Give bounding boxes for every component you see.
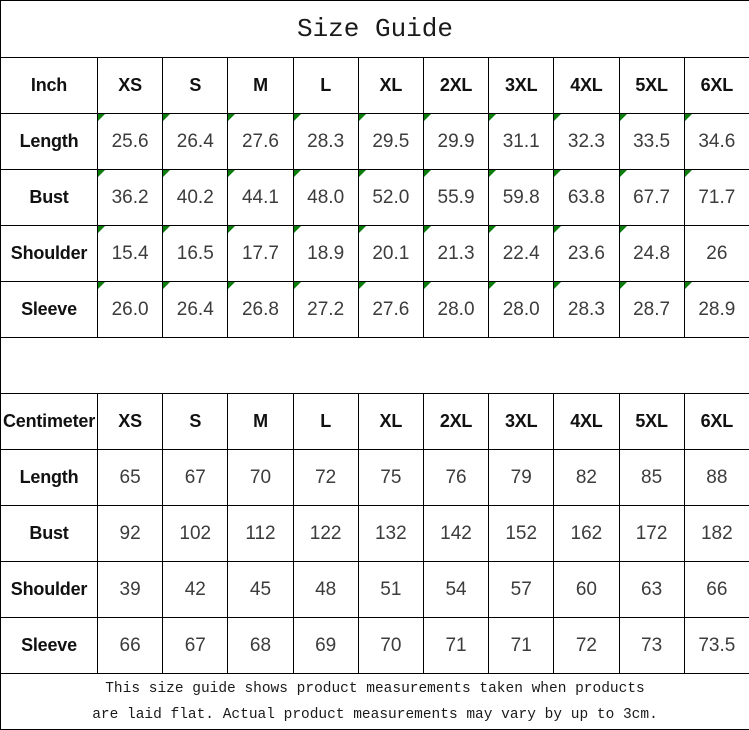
measurement-note-line1: This size guide shows product measurements taken when products	[105, 680, 645, 697]
inch-shoulder-value: 15.4	[98, 226, 163, 282]
cm-size-header-m: M	[228, 394, 293, 450]
green-triangle-icon	[359, 114, 366, 121]
green-triangle-icon	[98, 170, 105, 177]
cm-bust-label: Bust	[1, 506, 98, 562]
green-triangle-icon	[554, 282, 561, 289]
cm-unit-header: Centimeter	[1, 394, 98, 450]
green-triangle-icon	[163, 170, 170, 177]
cm-shoulder-value: 54	[423, 562, 488, 618]
cm-size-header-xl: XL	[358, 394, 423, 450]
cm-bust-value: 92	[98, 506, 163, 562]
green-triangle-icon	[620, 226, 627, 233]
inch-length-label: Length	[1, 114, 98, 170]
cm-bust-value: 112	[228, 506, 293, 562]
green-triangle-icon	[489, 170, 496, 177]
green-triangle-icon	[620, 114, 627, 121]
green-triangle-icon	[489, 282, 496, 289]
green-triangle-icon	[685, 170, 692, 177]
spacer-cell	[1, 338, 749, 394]
cm-length-value: 88	[684, 450, 749, 506]
cm-length-value: 85	[619, 450, 684, 506]
cm-header-row	[1, 394, 749, 450]
inch-length-value: 29.9	[423, 114, 488, 170]
cm-shoulder-row	[1, 562, 749, 618]
measurement-note	[1, 674, 749, 730]
inch-sleeve-value: 26.0	[98, 282, 163, 338]
green-triangle-icon	[98, 226, 105, 233]
cm-bust-value: 132	[358, 506, 423, 562]
inch-shoulder-row	[1, 226, 749, 282]
inch-length-row	[1, 114, 749, 170]
green-triangle-icon	[424, 226, 431, 233]
inch-header-row	[1, 58, 749, 114]
inch-length-value: 31.1	[489, 114, 554, 170]
inch-sleeve-value: 28.7	[619, 282, 684, 338]
cm-size-header-4xl: 4XL	[554, 394, 619, 450]
cm-bust-value: 142	[423, 506, 488, 562]
green-triangle-icon	[294, 282, 301, 289]
green-triangle-icon	[228, 282, 235, 289]
cm-sleeve-value: 72	[554, 618, 619, 674]
green-triangle-icon	[294, 226, 301, 233]
inch-shoulder-value: 20.1	[358, 226, 423, 282]
cm-bust-value: 182	[684, 506, 749, 562]
cm-length-value: 75	[358, 450, 423, 506]
inch-shoulder-label: Shoulder	[1, 226, 98, 282]
green-triangle-icon	[489, 114, 496, 121]
green-triangle-icon	[489, 226, 496, 233]
green-triangle-icon	[359, 170, 366, 177]
green-triangle-icon	[359, 226, 366, 233]
inch-shoulder-value: 17.7	[228, 226, 293, 282]
cm-sleeve-value: 67	[163, 618, 228, 674]
green-triangle-icon	[554, 114, 561, 121]
cm-length-value: 72	[293, 450, 358, 506]
inch-length-value: 34.6	[684, 114, 749, 170]
green-triangle-icon	[620, 282, 627, 289]
cm-bust-value: 122	[293, 506, 358, 562]
size-header-m: M	[228, 58, 293, 114]
inch-sleeve-value: 27.6	[358, 282, 423, 338]
cm-length-row	[1, 450, 749, 506]
cm-length-value: 67	[163, 450, 228, 506]
cm-length-value: 79	[489, 450, 554, 506]
cm-sleeve-value: 73	[619, 618, 684, 674]
cm-size-header-xs: XS	[98, 394, 163, 450]
green-triangle-icon	[98, 114, 105, 121]
inch-bust-label: Bust	[1, 170, 98, 226]
cm-shoulder-value: 63	[619, 562, 684, 618]
green-triangle-icon	[685, 114, 692, 121]
cm-size-header-5xl: 5XL	[619, 394, 684, 450]
green-triangle-icon	[163, 282, 170, 289]
cm-sleeve-value: 66	[98, 618, 163, 674]
cm-sleeve-value: 70	[358, 618, 423, 674]
size-header-xl: XL	[358, 58, 423, 114]
green-triangle-icon	[685, 282, 692, 289]
cm-length-value: 65	[98, 450, 163, 506]
cm-shoulder-value: 66	[684, 562, 749, 618]
cm-bust-value: 102	[163, 506, 228, 562]
green-triangle-icon	[554, 170, 561, 177]
green-triangle-icon	[98, 282, 105, 289]
cm-bust-value: 152	[489, 506, 554, 562]
inch-bust-value: 52.0	[358, 170, 423, 226]
inch-sleeve-value: 28.3	[554, 282, 619, 338]
inch-bust-value: 59.8	[489, 170, 554, 226]
inch-shoulder-value: 21.3	[423, 226, 488, 282]
spacer-row	[1, 338, 749, 394]
green-triangle-icon	[424, 114, 431, 121]
cm-shoulder-value: 42	[163, 562, 228, 618]
cm-length-value: 82	[554, 450, 619, 506]
cm-length-value: 76	[423, 450, 488, 506]
cm-sleeve-value: 69	[293, 618, 358, 674]
inch-bust-value: 40.2	[163, 170, 228, 226]
inch-bust-value: 36.2	[98, 170, 163, 226]
inch-sleeve-value: 27.2	[293, 282, 358, 338]
cm-bust-row	[1, 506, 749, 562]
inch-bust-value: 44.1	[228, 170, 293, 226]
footer-row	[1, 674, 749, 730]
cm-shoulder-value: 57	[489, 562, 554, 618]
green-triangle-icon	[228, 226, 235, 233]
cm-shoulder-value: 48	[293, 562, 358, 618]
green-triangle-icon	[294, 114, 301, 121]
inch-length-value: 26.4	[163, 114, 228, 170]
size-header-2xl: 2XL	[423, 58, 488, 114]
cm-sleeve-value: 71	[489, 618, 554, 674]
cm-sleeve-value: 68	[228, 618, 293, 674]
inch-bust-value: 67.7	[619, 170, 684, 226]
green-triangle-icon	[554, 226, 561, 233]
cm-bust-value: 162	[554, 506, 619, 562]
inch-sleeve-value: 28.0	[423, 282, 488, 338]
green-triangle-icon	[424, 170, 431, 177]
cm-shoulder-label: Shoulder	[1, 562, 98, 618]
inch-length-value: 32.3	[554, 114, 619, 170]
green-triangle-icon	[620, 170, 627, 177]
green-triangle-icon	[163, 226, 170, 233]
green-triangle-icon	[424, 282, 431, 289]
inch-shoulder-value: 26	[684, 226, 749, 282]
size-header-3xl: 3XL	[489, 58, 554, 114]
cm-sleeve-value: 73.5	[684, 618, 749, 674]
size-header-xs: XS	[98, 58, 163, 114]
title-row	[1, 1, 749, 58]
inch-sleeve-value: 28.9	[684, 282, 749, 338]
inch-sleeve-value: 26.4	[163, 282, 228, 338]
cm-sleeve-label: Sleeve	[1, 618, 98, 674]
green-triangle-icon	[228, 114, 235, 121]
green-triangle-icon	[163, 114, 170, 121]
cm-shoulder-value: 45	[228, 562, 293, 618]
green-triangle-icon	[228, 170, 235, 177]
inch-bust-value: 48.0	[293, 170, 358, 226]
inch-length-value: 33.5	[619, 114, 684, 170]
green-triangle-icon	[294, 170, 301, 177]
inch-shoulder-value: 16.5	[163, 226, 228, 282]
cm-sleeve-row	[1, 618, 749, 674]
inch-shoulder-value: 23.6	[554, 226, 619, 282]
inch-sleeve-row	[1, 282, 749, 338]
inch-sleeve-label: Sleeve	[1, 282, 98, 338]
inch-shoulder-value: 24.8	[619, 226, 684, 282]
cm-size-header-2xl: 2XL	[423, 394, 488, 450]
inch-bust-value: 71.7	[684, 170, 749, 226]
inch-length-value: 25.6	[98, 114, 163, 170]
inch-bust-value: 63.8	[554, 170, 619, 226]
inch-sleeve-value: 28.0	[489, 282, 554, 338]
page-title: Size Guide	[1, 1, 749, 58]
measurement-note-line2: are laid flat. Actual product measurements may vary by up to 3cm.	[92, 706, 658, 723]
cm-length-label: Length	[1, 450, 98, 506]
inch-bust-row	[1, 170, 749, 226]
green-triangle-icon	[359, 282, 366, 289]
cm-length-value: 70	[228, 450, 293, 506]
size-header-s: S	[163, 58, 228, 114]
inch-sleeve-value: 26.8	[228, 282, 293, 338]
size-header-5xl: 5XL	[619, 58, 684, 114]
size-header-6xl: 6XL	[684, 58, 749, 114]
inch-length-value: 27.6	[228, 114, 293, 170]
cm-size-header-3xl: 3XL	[489, 394, 554, 450]
cm-size-header-6xl: 6XL	[684, 394, 749, 450]
inch-length-value: 28.3	[293, 114, 358, 170]
inch-unit-header: Inch	[1, 58, 98, 114]
inch-shoulder-value: 22.4	[489, 226, 554, 282]
inch-length-value: 29.5	[358, 114, 423, 170]
cm-sleeve-value: 71	[423, 618, 488, 674]
size-header-4xl: 4XL	[554, 58, 619, 114]
cm-size-header-l: L	[293, 394, 358, 450]
size-header-l: L	[293, 58, 358, 114]
cm-size-header-s: S	[163, 394, 228, 450]
cm-shoulder-value: 39	[98, 562, 163, 618]
inch-bust-value: 55.9	[423, 170, 488, 226]
cm-shoulder-value: 60	[554, 562, 619, 618]
inch-shoulder-value: 18.9	[293, 226, 358, 282]
cm-bust-value: 172	[619, 506, 684, 562]
cm-shoulder-value: 51	[358, 562, 423, 618]
